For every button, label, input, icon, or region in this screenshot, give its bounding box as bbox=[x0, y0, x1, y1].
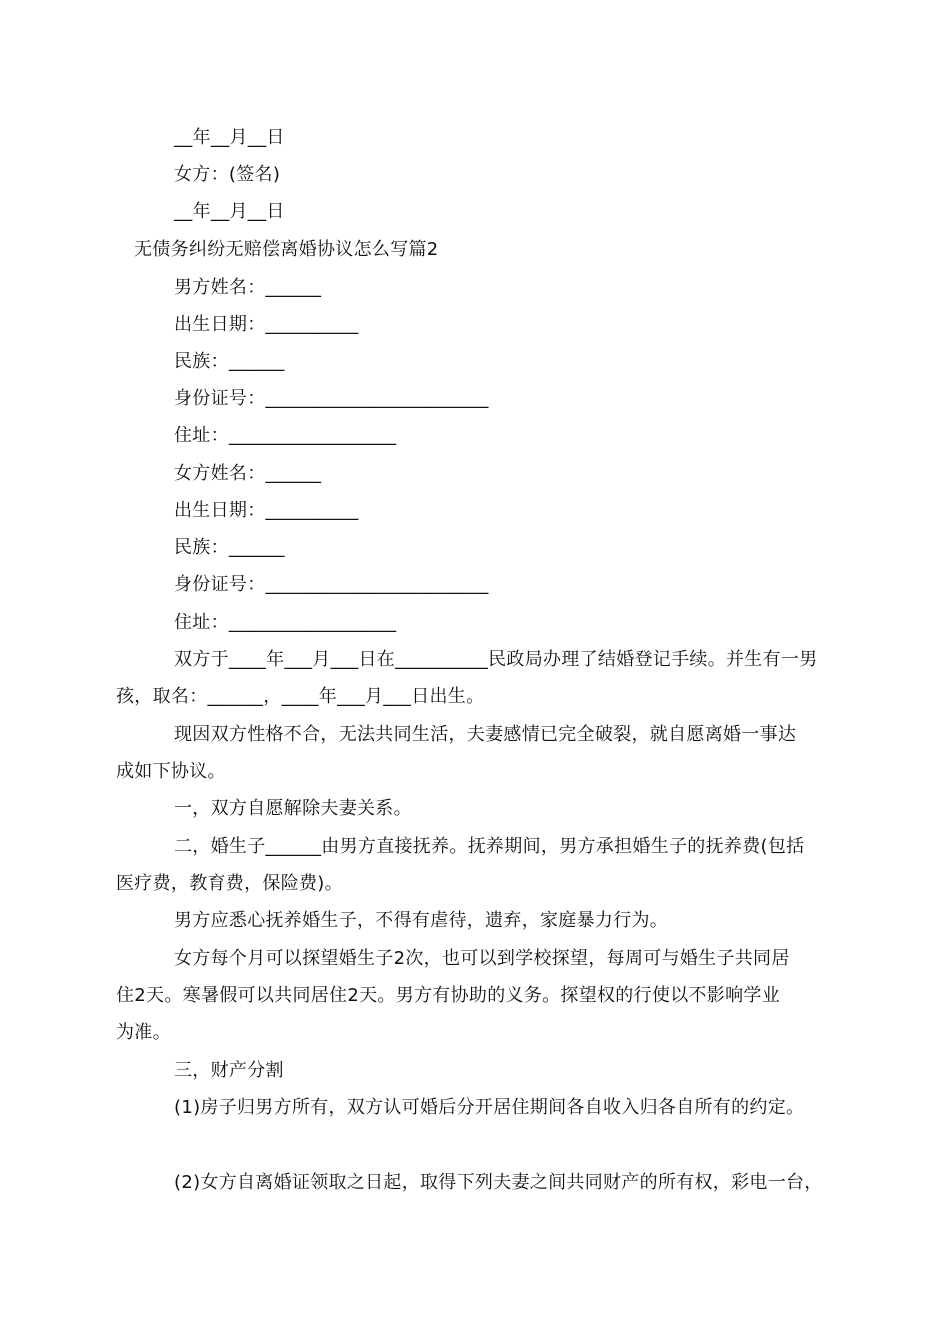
paragraph-line: 男方应悉心抚养婚生子，不得有虐待，遗弃，家庭暴力行为。 bbox=[174, 910, 669, 931]
paragraph-line: 医疗费，教育费，保险费)。 bbox=[116, 873, 343, 894]
property-item-2: (2)女方自离婚证领取之日起，取得下列夫妻之间共同财产的所有权，彩电一台， bbox=[174, 1172, 823, 1193]
clause-two: 二，婚生子______由男方直接抚养。抚养期间，男方承担婚生子的抚养费(包括 bbox=[174, 836, 805, 857]
section-title: 无债务纠纷无赔偿离婚协议怎么写篇2 bbox=[134, 239, 439, 260]
property-item-1: (1)房子归男方所有，双方认可婚后分开居住期间各自收入归各自所有的约定。 bbox=[174, 1097, 805, 1118]
paragraph-line: 住2天。寒暑假可以共同居住2天。男方有协助的义务。探望权的行使以不影响学业 bbox=[116, 985, 781, 1006]
male-address-field: 住址：__________________ bbox=[174, 425, 397, 446]
clause-three: 三，财产分割 bbox=[174, 1060, 284, 1081]
female-birthdate-field: 出生日期：__________ bbox=[174, 500, 359, 521]
female-id-number-field: 身份证号：________________________ bbox=[174, 574, 489, 595]
date-line: __年__月__日 bbox=[174, 201, 285, 222]
female-signature-line: 女方：(签名) bbox=[174, 164, 281, 185]
paragraph-line: 成如下协议。 bbox=[116, 761, 226, 782]
female-name-field: 女方姓名：______ bbox=[174, 463, 322, 484]
female-address-field: 住址：__________________ bbox=[174, 612, 397, 633]
paragraph-line: 孩，取名：______，____年___月___日出生。 bbox=[116, 686, 485, 707]
paragraph-line: 为准。 bbox=[116, 1022, 171, 1043]
male-ethnicity-field: 民族：______ bbox=[174, 351, 285, 372]
male-birthdate-field: 出生日期：__________ bbox=[174, 314, 359, 335]
paragraph-line: 现因双方性格不合，无法共同生活，夫妻感情已完全破裂，就自愿离婚一事达 bbox=[174, 724, 797, 745]
male-id-number-field: 身份证号：________________________ bbox=[174, 388, 489, 409]
clause-one: 一，双方自愿解除夫妻关系。 bbox=[174, 798, 412, 819]
male-name-field: 男方姓名：______ bbox=[174, 277, 322, 298]
paragraph-line: 女方每个月可以探望婚生子2次，也可以到学校探望，每周可与婚生子共同居 bbox=[174, 948, 790, 969]
paragraph-line: 双方于____年___月___日在__________民政局办理了结婚登记手续。并生有一男 bbox=[174, 649, 818, 670]
female-ethnicity-field: 民族：______ bbox=[174, 537, 285, 558]
date-line: __年__月__日 bbox=[174, 127, 285, 148]
